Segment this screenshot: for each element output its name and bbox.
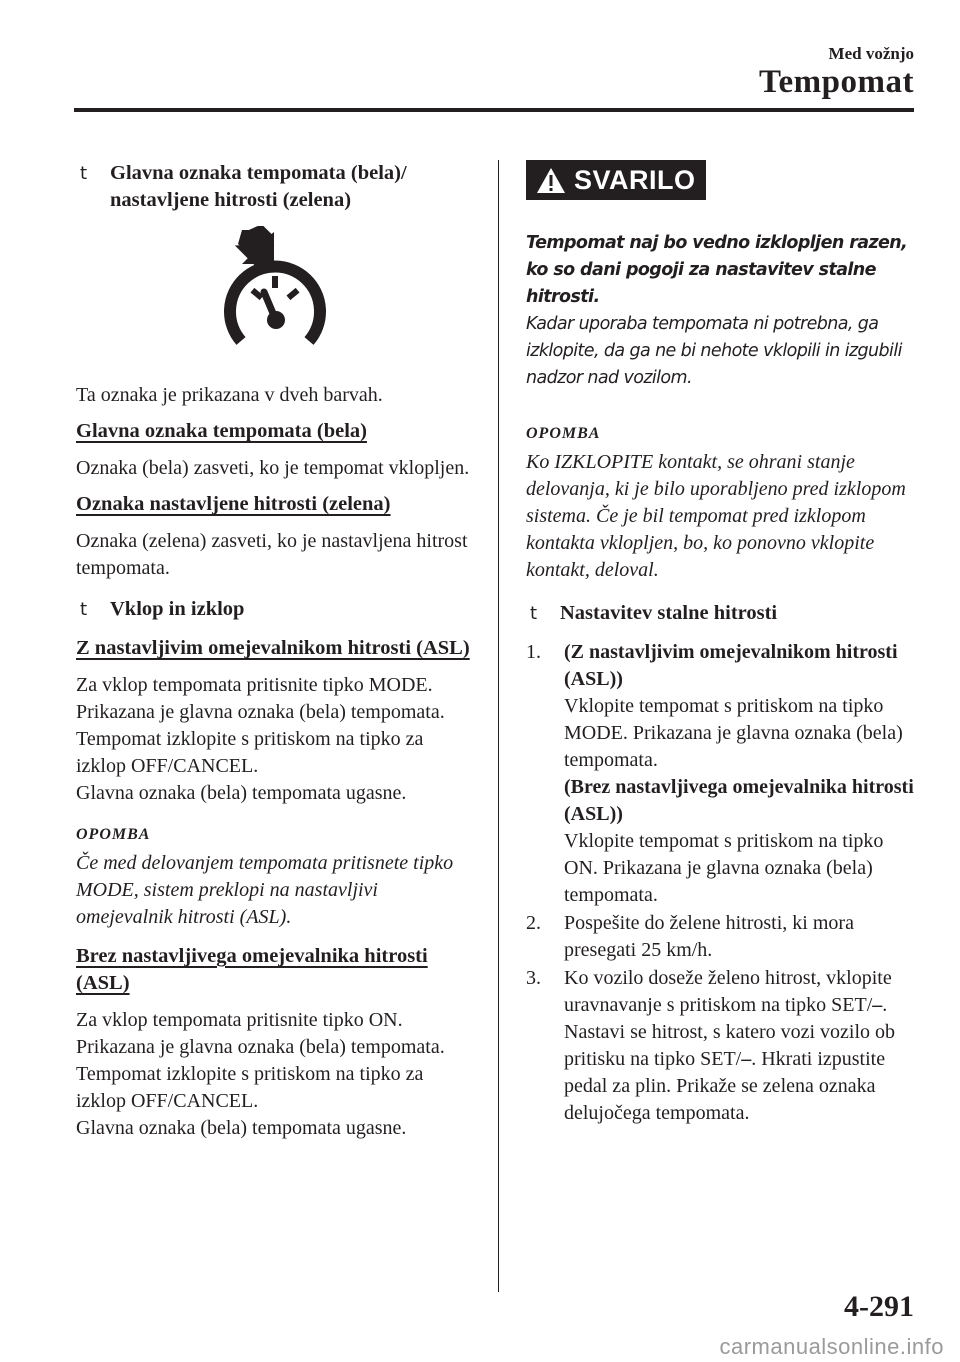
set-minus-symbol: – (872, 993, 883, 1016)
noasl-text-line: Tempomat izklopite s pritiskom na tipko za izklop OFF/CANCEL. (76, 1063, 424, 1112)
asl-text-line: Za vklop tempomata pritisnite tipko MODE. Prikazana je glavna oznaka (bela) tempomata. (76, 674, 445, 723)
section-heading-text: Nastavitev stalne hitrosti (560, 601, 778, 624)
noasl-text-line: Za vklop tempomata pritisnite tipko ON. Prikazana je glavna oznaka (bela) tempomata. (76, 1009, 445, 1058)
asl-text-line: Glavna oznaka (bela) tempomata ugasne. (76, 782, 407, 804)
step-text: Vklopite tempomat s pritiskom na tipko ON. Prikazana je glavna oznaka (bela) tempomata. (564, 829, 884, 906)
section-heading-text: Vklop in izklop (110, 598, 245, 620)
step-condition: (Z nastavljivim omejevalnikom hitrosti (ASL)) (564, 640, 898, 690)
section-heading-on-off (76, 596, 476, 623)
main-indicator-text: Oznaka (bela) zasveti, ko je tempomat vklopljen. (76, 457, 470, 479)
section-heading-set-speed (526, 600, 916, 627)
note-text: Ko IZKLOPITE kontakt, se ohrani stanje delovanja, ki je bilo uporabljeno pred izklopom sistema. Če je bil tempomat pred izklopom kontakta vklopljen, bo, ko ponovno vklopite kontakt, deloval. (526, 450, 906, 581)
step-text: Vklopite tempomat s pritiskom na tipko MODE. Prikazana je glavna oznaka (bela) tempomata. (564, 694, 903, 771)
step-number: 3. (526, 966, 541, 989)
step-number: 2. (526, 911, 541, 934)
column-divider (498, 160, 499, 1292)
left-column (76, 160, 476, 1151)
step-text-part: . Hkrati izpustite pedal za plin. Prikaže se zelena oznaka delujočega tempomata. (564, 1047, 886, 1124)
step-text-part: Ko vozilo doseže želeno hitrost, vklopite uravnavanje s pritiskom na tipko SET/ (564, 966, 892, 1016)
subheading-text: Z nastavljivim omejevalnikom hitrosti (ASL) (76, 637, 470, 659)
section-bullet: t (80, 599, 88, 620)
steps-list (526, 639, 916, 1127)
subheading-set-speed-indicator (76, 491, 476, 518)
warning-label: SVARILO (574, 164, 696, 195)
warning-bold-text: Tempomat naj bo vedno izklopljen razen, ko so dani pogoji za nastavitev stalne hitrosti. (526, 232, 908, 307)
warning-triangle-icon (536, 167, 566, 194)
step-text (564, 965, 916, 1127)
step-text: Pospešite do želene hitrosti, ki mora presegati 25 km/h. (564, 911, 854, 961)
cruise-control-indicator-icon (220, 226, 330, 356)
two-colors-text: Ta oznaka je prikazana v dveh barvah. (76, 384, 383, 406)
indicator-figure (76, 226, 476, 368)
step-item (526, 965, 916, 1127)
step-number: 1. (526, 640, 541, 663)
noasl-text-line: Glavna oznaka (bela) tempomata ugasne. (76, 1117, 407, 1139)
header-section-label: Med vožnjo (828, 44, 914, 63)
section-bullet: t (530, 602, 538, 624)
section-bullet: t (80, 163, 88, 184)
step-item (526, 639, 916, 909)
note-label: OPOMBA (76, 826, 151, 843)
warning-text: Kadar uporaba tempomata ni potrebna, ga izklopite, da ga ne bi nehote vklopili in izgubili nadzor nad vozilom. (526, 313, 902, 388)
set-speed-indicator-text: Oznaka (zelena) zasveti, ko je nastavljena hitrost tempomata. (76, 530, 468, 579)
note-text: Če med delovanjem tempomata pritisnete tipko MODE, sistem preklopi na nastavljivi omejevalnik hitrosti (ASL). (76, 852, 454, 928)
subheading-main-indicator (76, 418, 476, 445)
page-title: Tempomat (759, 64, 914, 100)
step-condition: (Brez nastavljivega omejevalnika hitrosti (ASL)) (564, 775, 914, 825)
note-label: OPOMBA (526, 424, 601, 442)
subheading-with-asl (76, 635, 476, 662)
right-column (526, 160, 916, 1128)
step-item (526, 910, 916, 964)
header-rule (74, 108, 914, 112)
subheading-text: Oznaka nastavljene hitrosti (zelena) (76, 493, 391, 515)
subheading-text: Brez nastavljivega omejevalnika hitrosti (ASL) (76, 945, 428, 994)
set-minus-symbol: – (741, 1047, 752, 1070)
section-heading-text: Glavna oznaka tempomata (bela)/ nastavljene hitrosti (zelena) (110, 162, 407, 211)
subheading-text: Glavna oznaka tempomata (bela) (76, 420, 367, 442)
warning-badge (526, 160, 706, 200)
watermark: carmanualsonline.info (719, 1334, 944, 1359)
subheading-without-asl (76, 943, 476, 997)
asl-text-line: Tempomat izklopite s pritiskom na tipko za izklop OFF/CANCEL. (76, 728, 424, 777)
section-heading-indicator (76, 160, 476, 214)
page-number: 4-291 (844, 1290, 914, 1323)
step-text-part: . Nastavi se hitrost, s katero vozi vozilo ob pritisku na tipko SET/ (564, 993, 896, 1070)
